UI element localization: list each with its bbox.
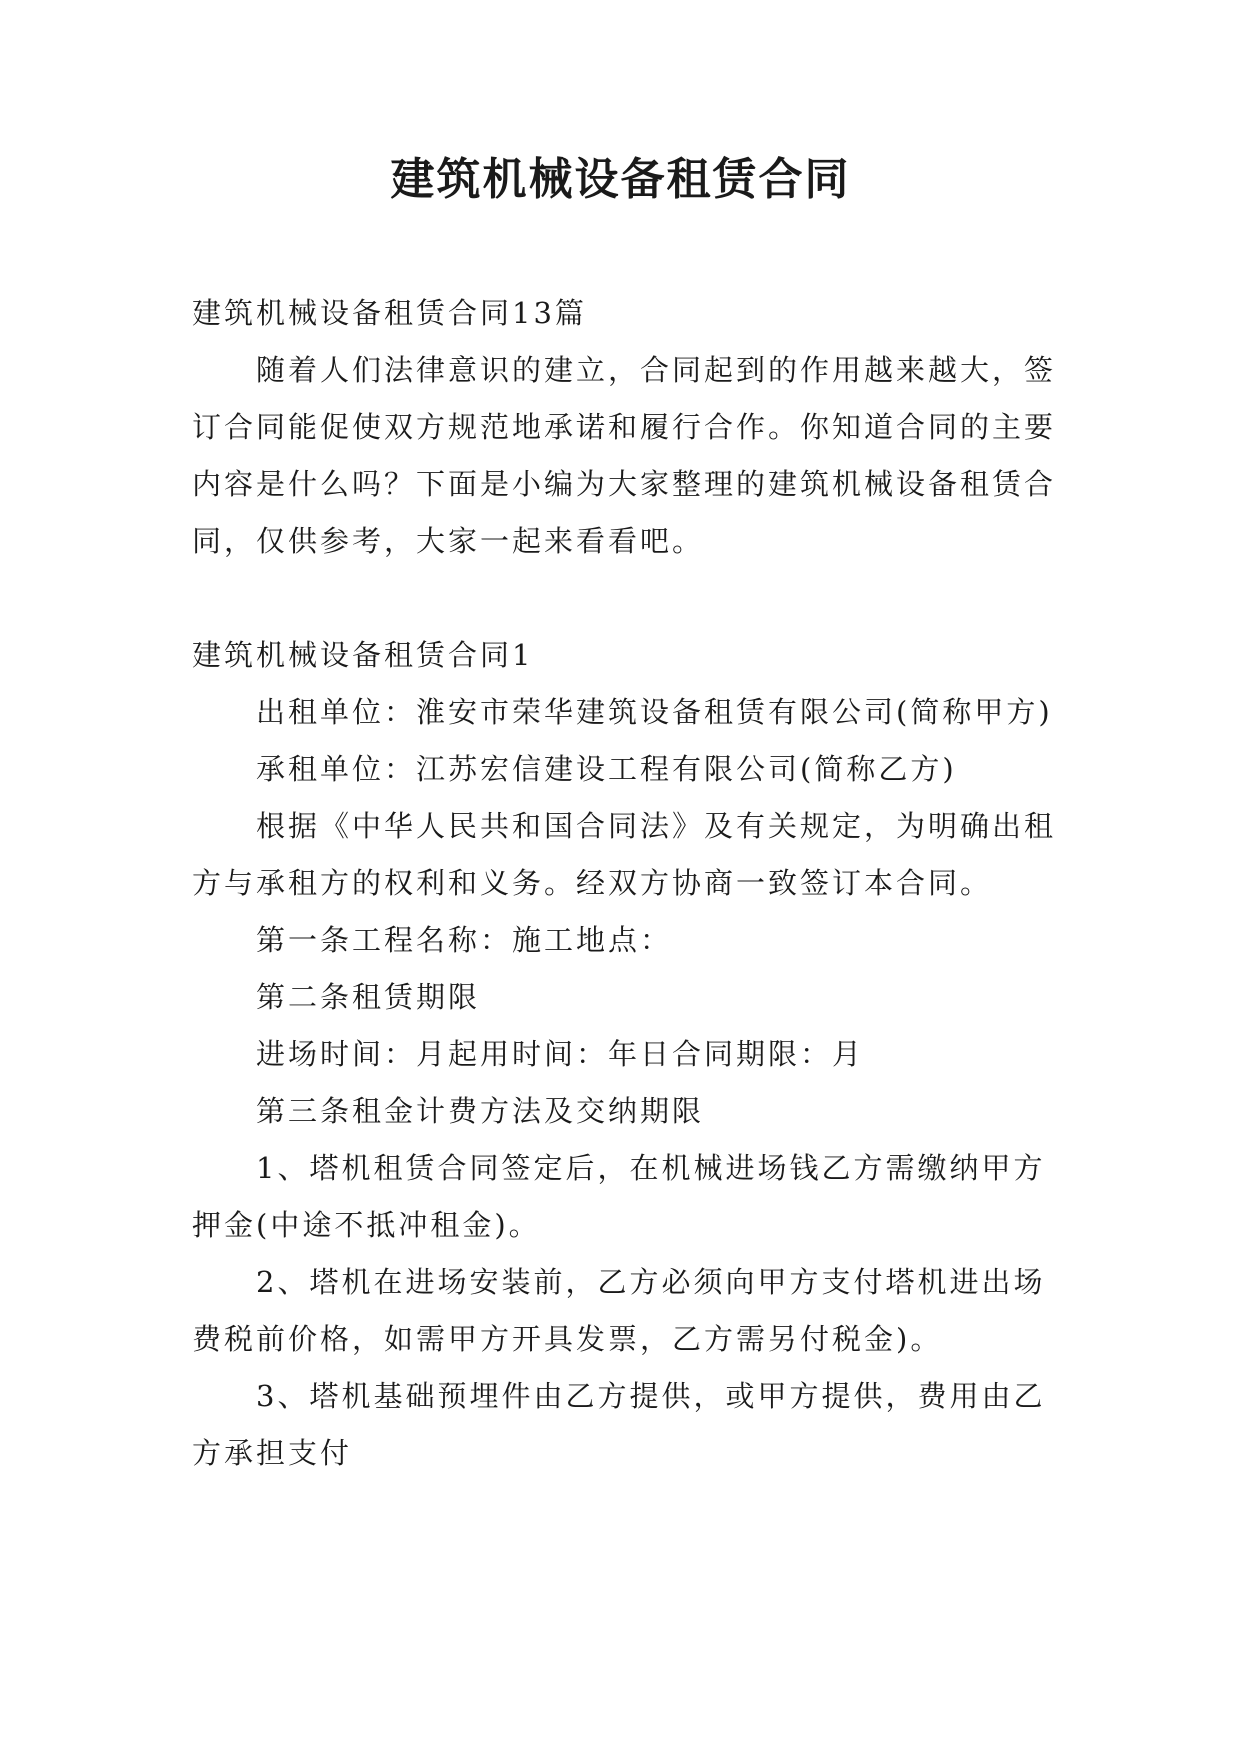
legal-basis-paragraph: 根据《中华人民共和国合同法》及有关规定，为明确出租方与承租方的权利和义务。经双方协商一致签订本合同。 xyxy=(192,809,1057,900)
intro-paragraph: 随着人们法律意识的建立，合同起到的作用越来越大，签订合同能促使双方规范地承诺和履行合作。你知道合同的主要内容是什么吗？下面是小编为大家整理的建筑机械设备租赁合同，仅供参考，大家一起来看看吧。 xyxy=(192,353,1057,558)
clause-2-paragraph: 2、塔机在进场安装前，乙方必须向甲方支付塔机进出场费税前价格，如需甲方开具发票，乙方需另付税金)。 xyxy=(192,1265,1046,1356)
collection-heading: 建筑机械设备租赁合同13篇 xyxy=(192,296,587,330)
contract-heading: 建筑机械设备租赁合同1 xyxy=(192,638,534,672)
clause-1-paragraph: 1、塔机租赁合同签定后，在机械进场钱乙方需缴纳甲方押金(中途不抵冲租金)。 xyxy=(192,1151,1046,1242)
lessee-paragraph: 承租单位：江苏宏信建设工程有限公司(简称乙方) xyxy=(256,752,957,786)
article-2-heading: 第二条租赁期限 xyxy=(256,980,481,1014)
clause-3-paragraph: 3、塔机基础预埋件由乙方提供，或甲方提供，费用由乙方承担支付 xyxy=(192,1379,1046,1470)
lessor-paragraph: 出租单位：淮安市荣华建筑设备租赁有限公司(简称甲方) xyxy=(256,695,1053,729)
document-title: 建筑机械设备租赁合同 xyxy=(390,154,851,205)
section-spacer xyxy=(192,570,1056,627)
document-body xyxy=(192,285,1056,1482)
term-dates-paragraph: 进场时间：月起用时间：年日合同期限：月 xyxy=(256,1037,865,1071)
article-1-paragraph: 第一条工程名称：施工地点： xyxy=(256,923,673,957)
article-3-heading: 第三条租金计费方法及交纳期限 xyxy=(256,1094,705,1128)
